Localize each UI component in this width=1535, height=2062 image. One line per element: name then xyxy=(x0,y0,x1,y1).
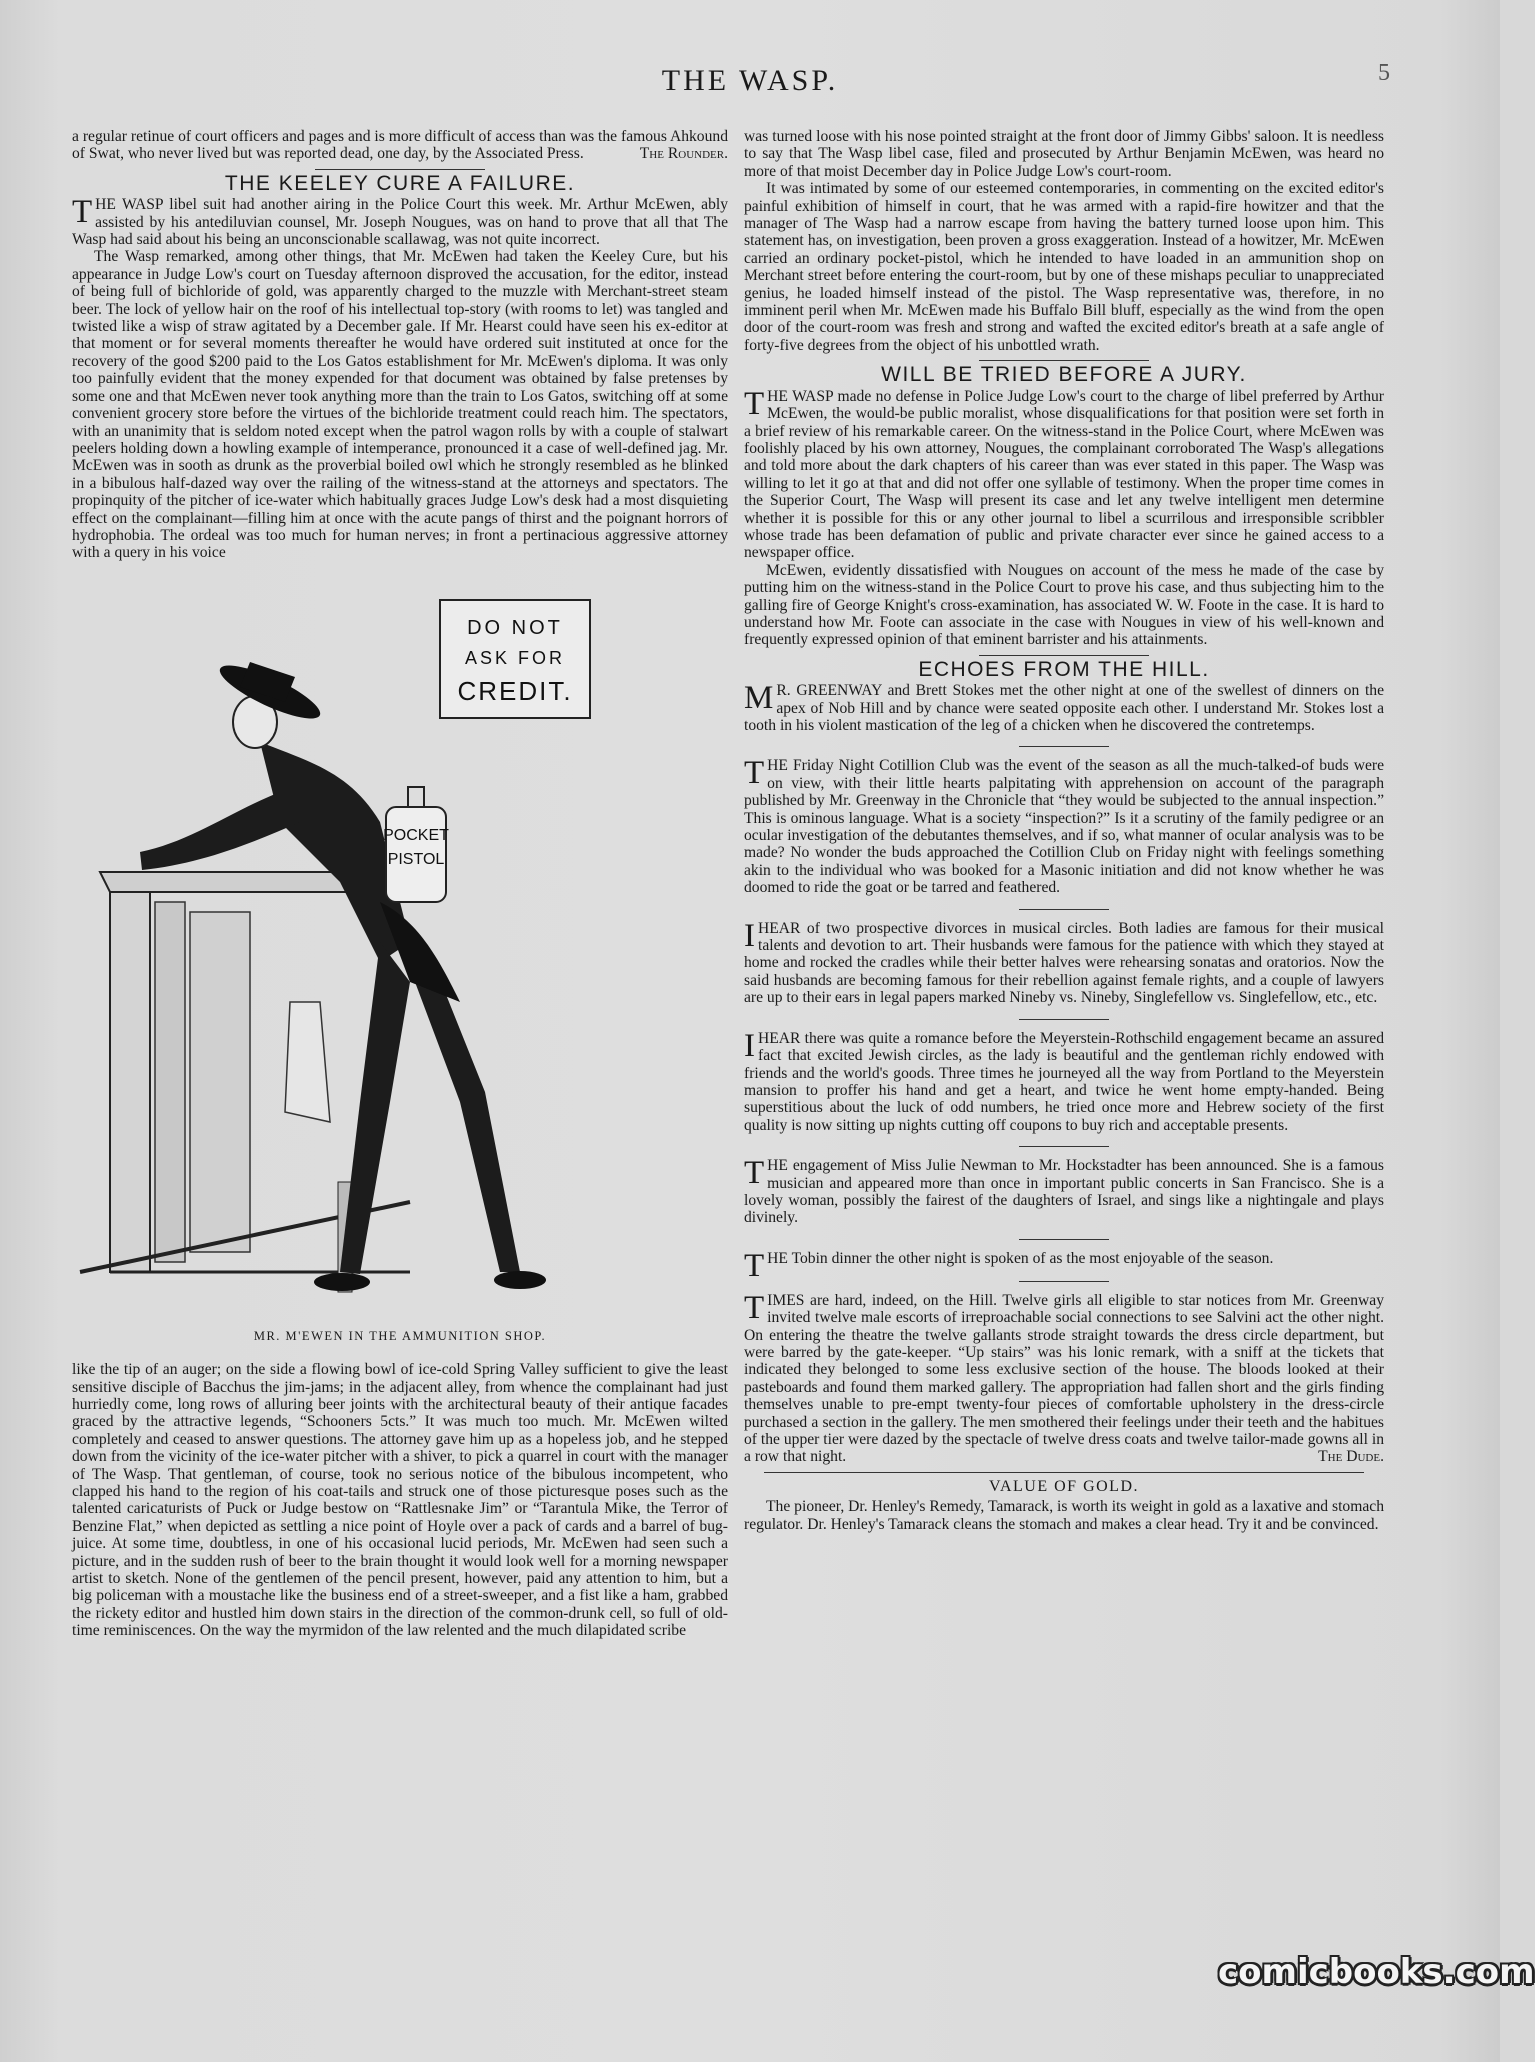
short-divider xyxy=(1019,1281,1109,1282)
divider xyxy=(979,655,1149,656)
echo-item: THE Friday Night Cotillion Club was the event of the season as all the much-talked-of buds were on view, with their little hearts palpitating with apprehension on account of the paragraph published by Mr. Greenway in the Chronicle that “they would be subjected to the annual inspection.” This is ominous language. What is a society “inspection?” Is it a scrutiny of the family pedigree or an ocular investigation of the debutantes themselves, and if so, what manner of ocular analysis was to be made? No wonder the buds approached the Cotillion Club on Friday night with feelings something akin to the individual who was booked for a Masonic initiation and did not know whether he was doomed to ride the goat or be tarred and feathered. xyxy=(744,755,1384,897)
right-column xyxy=(744,128,1384,1533)
short-divider xyxy=(1019,1019,1109,1020)
divider xyxy=(764,1472,1364,1473)
echo-item: THE Tobin dinner the other night is spoken of as the most enjoyable of the season. xyxy=(744,1247,1274,1284)
article-paragraph: McEwen, evidently dissatisfied with Nougues on account of the mess he made of the case by putting him on the witness-stand in the Police Court to prove his case, and thus subjecting him to the galling fire of George Knight's cross-examination, has associated W. W. Foote in the case. It is hard to understand how Mr. Foote can associate in the case with Nougues in view of his well-known and frequently expressed opinion of that eminent barrister and his attainments. xyxy=(744,561,1384,649)
echo-item: THE engagement of Miss Julie Newman to Mr. Hockstadter has been announced. She is a famous musician and appeared more than once in important public concerts in San Francisco. She is a lovely woman, possibly the fairest of the daughters of Israel, and sings like a nightingale and plays divinely. xyxy=(744,1155,1384,1227)
cartoon-illustration xyxy=(80,582,720,1322)
left-column xyxy=(72,128,728,1640)
drop-cap: T xyxy=(744,1289,765,1326)
sign-line-3: CREDIT. xyxy=(457,675,573,706)
article-paragraph: THE WASP libel suit had another airing in the Police Court this week. Mr. Arthur McEwen, ably assisted by his antediluvian counsel, Mr. Joseph Nougues, was on hand to prove that all that The Wasp had said about his being an unconscionable scallawag, was not quite incorrect. xyxy=(72,194,728,249)
ad-text: The pioneer, Dr. Henley's Remedy, Tamarack, is worth its weight in gold as a laxative and stomach regulator. Dr. Henley's Tamarack cleans the stomach and makes a clear head. Try it and be convinced. xyxy=(744,1498,1384,1533)
sign-line-2: ASK FOR xyxy=(464,647,566,668)
article-title-jury: WILL BE TRIED BEFORE A JURY. xyxy=(881,363,1247,387)
article-paragraph: was turned loose with his nose pointed straight at the front door of Jimmy Gibbs' saloon. It is needless to say that The Wasp libel case, filed and prosecuted by Arthur Benjamin McEwen, was heard no more of that moist December day in Police Judge Low's court-room. xyxy=(744,128,1384,180)
short-divider xyxy=(1019,1239,1109,1240)
article-paragraph: The Wasp remarked, among other things, that Mr. McEwen had taken the Keeley Cure, but his appearance in Judge Low's court on Tuesday afternoon disproved the accusation, for the editor, instead of being full of bichloride of gold, was apparently charged to the muzzle with Merchant-street steam beer. The lock of yellow hair on the roof of his intellectual top-story (with rooms to let) was tangled and twisted like a wisp of straw agitated by a December gale. If Mr. Hearst could have seen his ex-editor at that moment or for several moments thereafter he would have ordered suit instituted at once for the recovery of the good $200 paid to the Los Gatos establishment for Mr. McEwen's diploma. It was only too painfully evident that the money expended for that document was obtained by false pretenses by some one and that McEwen never took anything more than the train to Los Gatos, switching off at some convenient grocery store before the virtues of the bichloride treatment could reach him. The spectators, with an unanimity that is seldom noted except when the patrol wagon rolls by with a couple of stalwart peelers holding down a howling example of intemperance, pronounced it a case of well-defined jag. Mr. McEwen was in sooth as drunk as the proverbial boiled owl which he strongly resembled as he blinked in a bibulous half-dazed way over the railing of the witness-stand at the attorneys and spectators. The propinquity of the pitcher of ice-water which habitually graces Judge Low's desk had a most disquieting effect on the complainant—filling him at once with the acute pangs of thirst and the poignant horrors of hydrophobia. The ordeal was too much for human nerves; in front a pertinacious aggressive attorney with a query in his voice xyxy=(72,248,728,562)
drop-cap: I xyxy=(744,1027,755,1064)
article-title-keeley: THE KEELEY CURE A FAILURE. xyxy=(224,171,576,195)
echo-item: IHEAR there was quite a romance before the Meyerstein-Rothschild engagement became an assured fact that excited Jewish circles, as the lady is beautiful and the gentleman richly endowed with friends and the world's goods. Three times he journeyed all the way from Portland to the Meyerstein mansion to proffer his hand and get a heart, and twice he went home empty-handed. Being superstitious about the luck of odd numbers, he tried once more and Hebrew society of the first quality is now sitting up nights cutting off coupons to buy rich and acceptable presents. xyxy=(744,1027,1384,1134)
cartoon-drawing xyxy=(80,582,720,1322)
divider xyxy=(315,169,485,170)
echo-item: M R. GREENWAY and Brett Stokes met the other night at one of the swellest of dinners on the apex of Nob Hill and by chance were seated opposite each other. I understand Mr. Stokes lost a tooth in his violent mastication of the leg of a chicken when he discovered the contretemps. xyxy=(744,680,1384,734)
drop-cap: T xyxy=(744,755,765,792)
article-paragraph: It was intimated by some of our esteemed contemporaries, in commenting on the excited editor's painful exhibition of himself in court, that he was armed with a rapid-fire howitzer and that the manager of The Wasp had a narrow escape from having the battery turned loose upon him. This statement has, on investigation, been proven a gross exaggeration. Instead of a howitzer, Mr. McEwen carried an ordinary pocket-pistol, which he intended to have loaded in an ammunition shop on Merchant street before entering the court-room, but by one of these mishaps peculiar to unappreciated genius, he loaded himself instead of the pistol. The Wasp representative was, therefore, in no imminent peril when Mr. McEwen made his Buffalo Bill bluff, especially as the wind from the open door of the court-room was fresh and strong and wafted the excited editor's breath at a safe angle of forty-five degrees from the object of his unbottled wrath. xyxy=(744,180,1384,354)
echo-item: IHEAR of two prospective divorces in musical circles. Both ladies are famous for their musical talents and devotion to art. Their husbands were famous for the patience with which they stayed at home and rocked the cradles while their better halves were rehearsing sonatas and oratorios. Now the said husbands are becoming famous for their rebellion against female rights, and a couple of lawyers are up to their ears in legal papers marked Nineby vs. Nineby, Singlefellow vs. Singlefellow, etc., etc. xyxy=(744,917,1384,1007)
drop-cap: M xyxy=(744,680,774,717)
page-number: 5 xyxy=(1378,60,1390,86)
divider xyxy=(979,360,1149,361)
intro-paragraph: a regular retinue of court officers and pages and is more difficult of access than was the famous Ahkound of Swat, who never lived but was reported dead, one day, by the Associated Press. The Rounder. xyxy=(72,128,728,163)
sign-line-1: DO NOT xyxy=(467,616,563,639)
masthead: THE WASP. xyxy=(661,64,839,97)
short-divider xyxy=(1019,909,1109,910)
ad-title: VALUE OF GOLD. xyxy=(988,1477,1140,1495)
article-paragraph: THE WASP made no defense in Police Judge Low's court to the charge of libel preferred by Arthur McEwen, the would-be public moralist, whose disqualifications for that position were set forth in a brief review of his remarkable career. On the witness-stand in the Police Court, where McEwen was foolishly placed by his own attorney, Nougues, the complainant corroborated The Wasp's allegations and told more about the dark chapters of his career than was ever stated in this paper. The Wasp was willing to let it go at that and did not offer one syllable of testimony. When the proper time comes in the Superior Court, The Wasp will present its case and let any twelve intelligent men determine whether it is possible for this or any other journal to libel a scurrilous and irresponsible scribbler whose trade has been defamation of public and private character ever since he gained access to a newspaper office. xyxy=(744,385,1384,562)
article-paragraph: like the tip of an auger; on the side a flowing bowl of ice-cold Spring Valley sufficient to give the least sensitive disciple of Bacchus the jim-jams; in the adjacent alley, from whence the complainant had just hurriedly come, long rows of alluring beer joints with the architectural beauty of their antique facades graced by the attractive legends, “Schooners 5cts.” It was much too much. Mr. McEwen wilted completely and ceased to answer questions. The attorney gave him up as a hopeless job, and he stepped down from the vicinity of the ice-water pitcher with a shiver, to pick a quarrel in court with the manager of The Wasp. That gentleman, of course, took no serious notice of the bibulous incompetent, who clapped his hand to the region of his coat-tails and struck one of those picturesque poses such as the talented caricaturists of Puck or Judge bestow on “Rattlesnake Jim” or “Tarantula Mike, the Terror of Benzine Flat,” when depicted as settling a nice point of Hoyle over a pack of cards and a barrel of bug-juice. At some time, doubtless, in one of his occasional lucid periods, Mr. McEwen had seen such a picture, and in the sudden rush of beer to the brain thought it would look well for a morning newspaper artist to sketch. None of the gentlemen of the pencil present, however, paid any attention to him, but a big policeman with a moustache like the business end of a street-sweeper, and a fist like a ham, grabbed the rickety editor and hustled him down stairs in the direction of the common-drunk cell, so full of old-time reminiscences. On the way the myrmidon of the law relented and the much dilapidated scribe xyxy=(72,1361,728,1640)
drop-cap: I xyxy=(744,917,755,954)
drop-cap: T xyxy=(72,194,93,231)
short-divider xyxy=(1019,1146,1109,1147)
bottle-label-1: POCKET xyxy=(383,826,449,844)
drop-cap: T xyxy=(744,1155,765,1192)
dude-signature: The Dude. xyxy=(1318,1448,1384,1466)
drop-cap: T xyxy=(744,385,765,422)
watermark-logo: comicbooks.com xyxy=(1218,1952,1535,1992)
short-divider xyxy=(1019,746,1109,747)
drop-cap: T xyxy=(744,1247,765,1284)
rounder-signature: The Rounder. xyxy=(639,145,728,163)
bottle-label-2: PISTOL xyxy=(387,850,445,868)
article-title-echoes: ECHOES FROM THE HILL. xyxy=(918,657,1210,681)
echo-item: TIMES are hard, indeed, on the Hill. Twelve girls all eligible to star notices from Mr. Greenway invited twelve male escorts of irreproachable social connections to see Salvini act the other night. On entering the theatre the twelve gallants strode straight towards the dress circle department, but were barred by the gate-keeper. “Up stairs” was his lonic remark, with a sniff at the tickets that indicated they belonged to some less exclusive section of the house. The bloods looked at their pasteboards and found them marked gallery. The appropriation had fallen short and the girls finding themselves unable to pre-empt twenty-four pieces of comfortable upholstery in the dress-circle purchased a section in the gallery. The men smothered their feelings under their teeth and the habitues of the upper tier were dazed by the spectacle of twelve dress coats and twelve tailor-made gowns all in a row that night. The Dude. xyxy=(744,1289,1384,1466)
illustration-caption: MR. M'EWEN IN THE AMMUNITION SHOP. xyxy=(253,1328,547,1343)
